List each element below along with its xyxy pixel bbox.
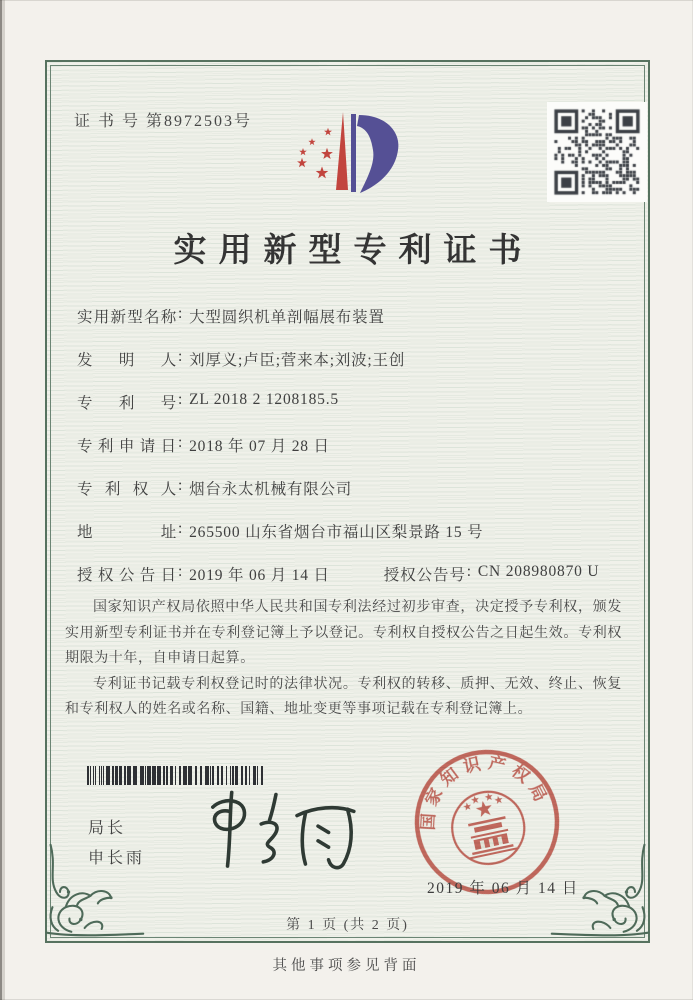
field-colon: : <box>178 391 184 408</box>
field-label: 发明人 <box>77 352 177 369</box>
field-value: 烟台永太机械有限公司 <box>189 481 353 498</box>
back-side-note: 其他事项参见背面 <box>272 958 421 974</box>
field-colon: : <box>178 305 184 322</box>
field-label: 地址 <box>77 524 177 541</box>
certificate-title: 实用新型专利证书 <box>173 233 534 269</box>
handwritten-signature <box>187 784 367 884</box>
field-colon: : <box>178 348 184 365</box>
field-value: 大型圆织机单剖幅展布装置 <box>189 309 385 326</box>
field-value: ZL 2018 2 1208185.5 <box>189 391 339 408</box>
logo-stars <box>297 128 333 179</box>
legal-paragraph: 国家知识产权局依照中华人民共和国专利法经过初步审查，决定授予专利权，颁发实用新型专利证书并在专利登记簿上予以登记。专利权自授权公告之日起生效。专利权期限为十年，自申请日起算。 <box>65 600 622 666</box>
field-label: 实用新型名称 <box>77 309 177 326</box>
field-label: 授权公告号 <box>383 567 466 584</box>
field-value: 2018 年 07 月 28 日 <box>189 438 330 455</box>
field-label: 授权公告日 <box>77 567 177 584</box>
field-colon: : <box>178 563 184 580</box>
legal-text <box>65 595 622 723</box>
seal-national-emblem <box>446 785 531 870</box>
barcode <box>87 766 265 785</box>
page-number: 第 1 页 (共 2 页) <box>286 918 409 933</box>
field-row <box>77 391 624 434</box>
field-value: 265500 山东省烟台市福山区梨景路 15 号 <box>189 524 484 541</box>
signer-role: 局长 <box>88 820 127 837</box>
field-label: 专利权人 <box>77 481 177 498</box>
corner-flourish-right <box>548 841 652 945</box>
field-pair-secondary <box>384 563 600 585</box>
field-row <box>77 305 624 348</box>
qr-code <box>551 106 643 198</box>
patent-office-logo-icon <box>280 102 422 204</box>
signer-name: 申长雨 <box>88 850 146 867</box>
field-colon: : <box>178 520 184 537</box>
seal-text: 国家知识产权局 <box>418 753 553 831</box>
field-colon: : <box>178 434 184 451</box>
corner-flourish-left <box>43 841 147 945</box>
certificate-frame <box>45 60 650 943</box>
legal-paragraph: 专利证书记载专利权登记时的法律状况。专利权的转移、质押、无效、终止、恢复和专利权人的姓名或名称、国籍、地址变更等事项记载在专利登记簿上。 <box>65 676 622 717</box>
seal-date: 2019 年 06 月 14 日 <box>427 880 579 897</box>
field-colon: : <box>178 477 184 494</box>
field-value: CN 208980870 U <box>477 563 600 580</box>
field-row <box>77 477 624 520</box>
field-row <box>77 348 624 391</box>
field-row <box>77 434 624 477</box>
logo-red-wedge <box>336 112 348 190</box>
field-value: 刘厚义;卢臣;菅来本;刘波;王创 <box>189 352 406 369</box>
field-label: 专利号 <box>77 395 177 412</box>
field-value: 2019 年 06 月 14 日 <box>189 567 330 584</box>
field-colon: : <box>466 563 472 580</box>
field-row <box>77 520 624 563</box>
field-label: 专利申请日 <box>77 438 177 455</box>
logo-purple-p <box>351 114 398 193</box>
certificate-number: 证 书 号 第8972503号 <box>74 113 253 130</box>
field-rows <box>77 305 624 606</box>
